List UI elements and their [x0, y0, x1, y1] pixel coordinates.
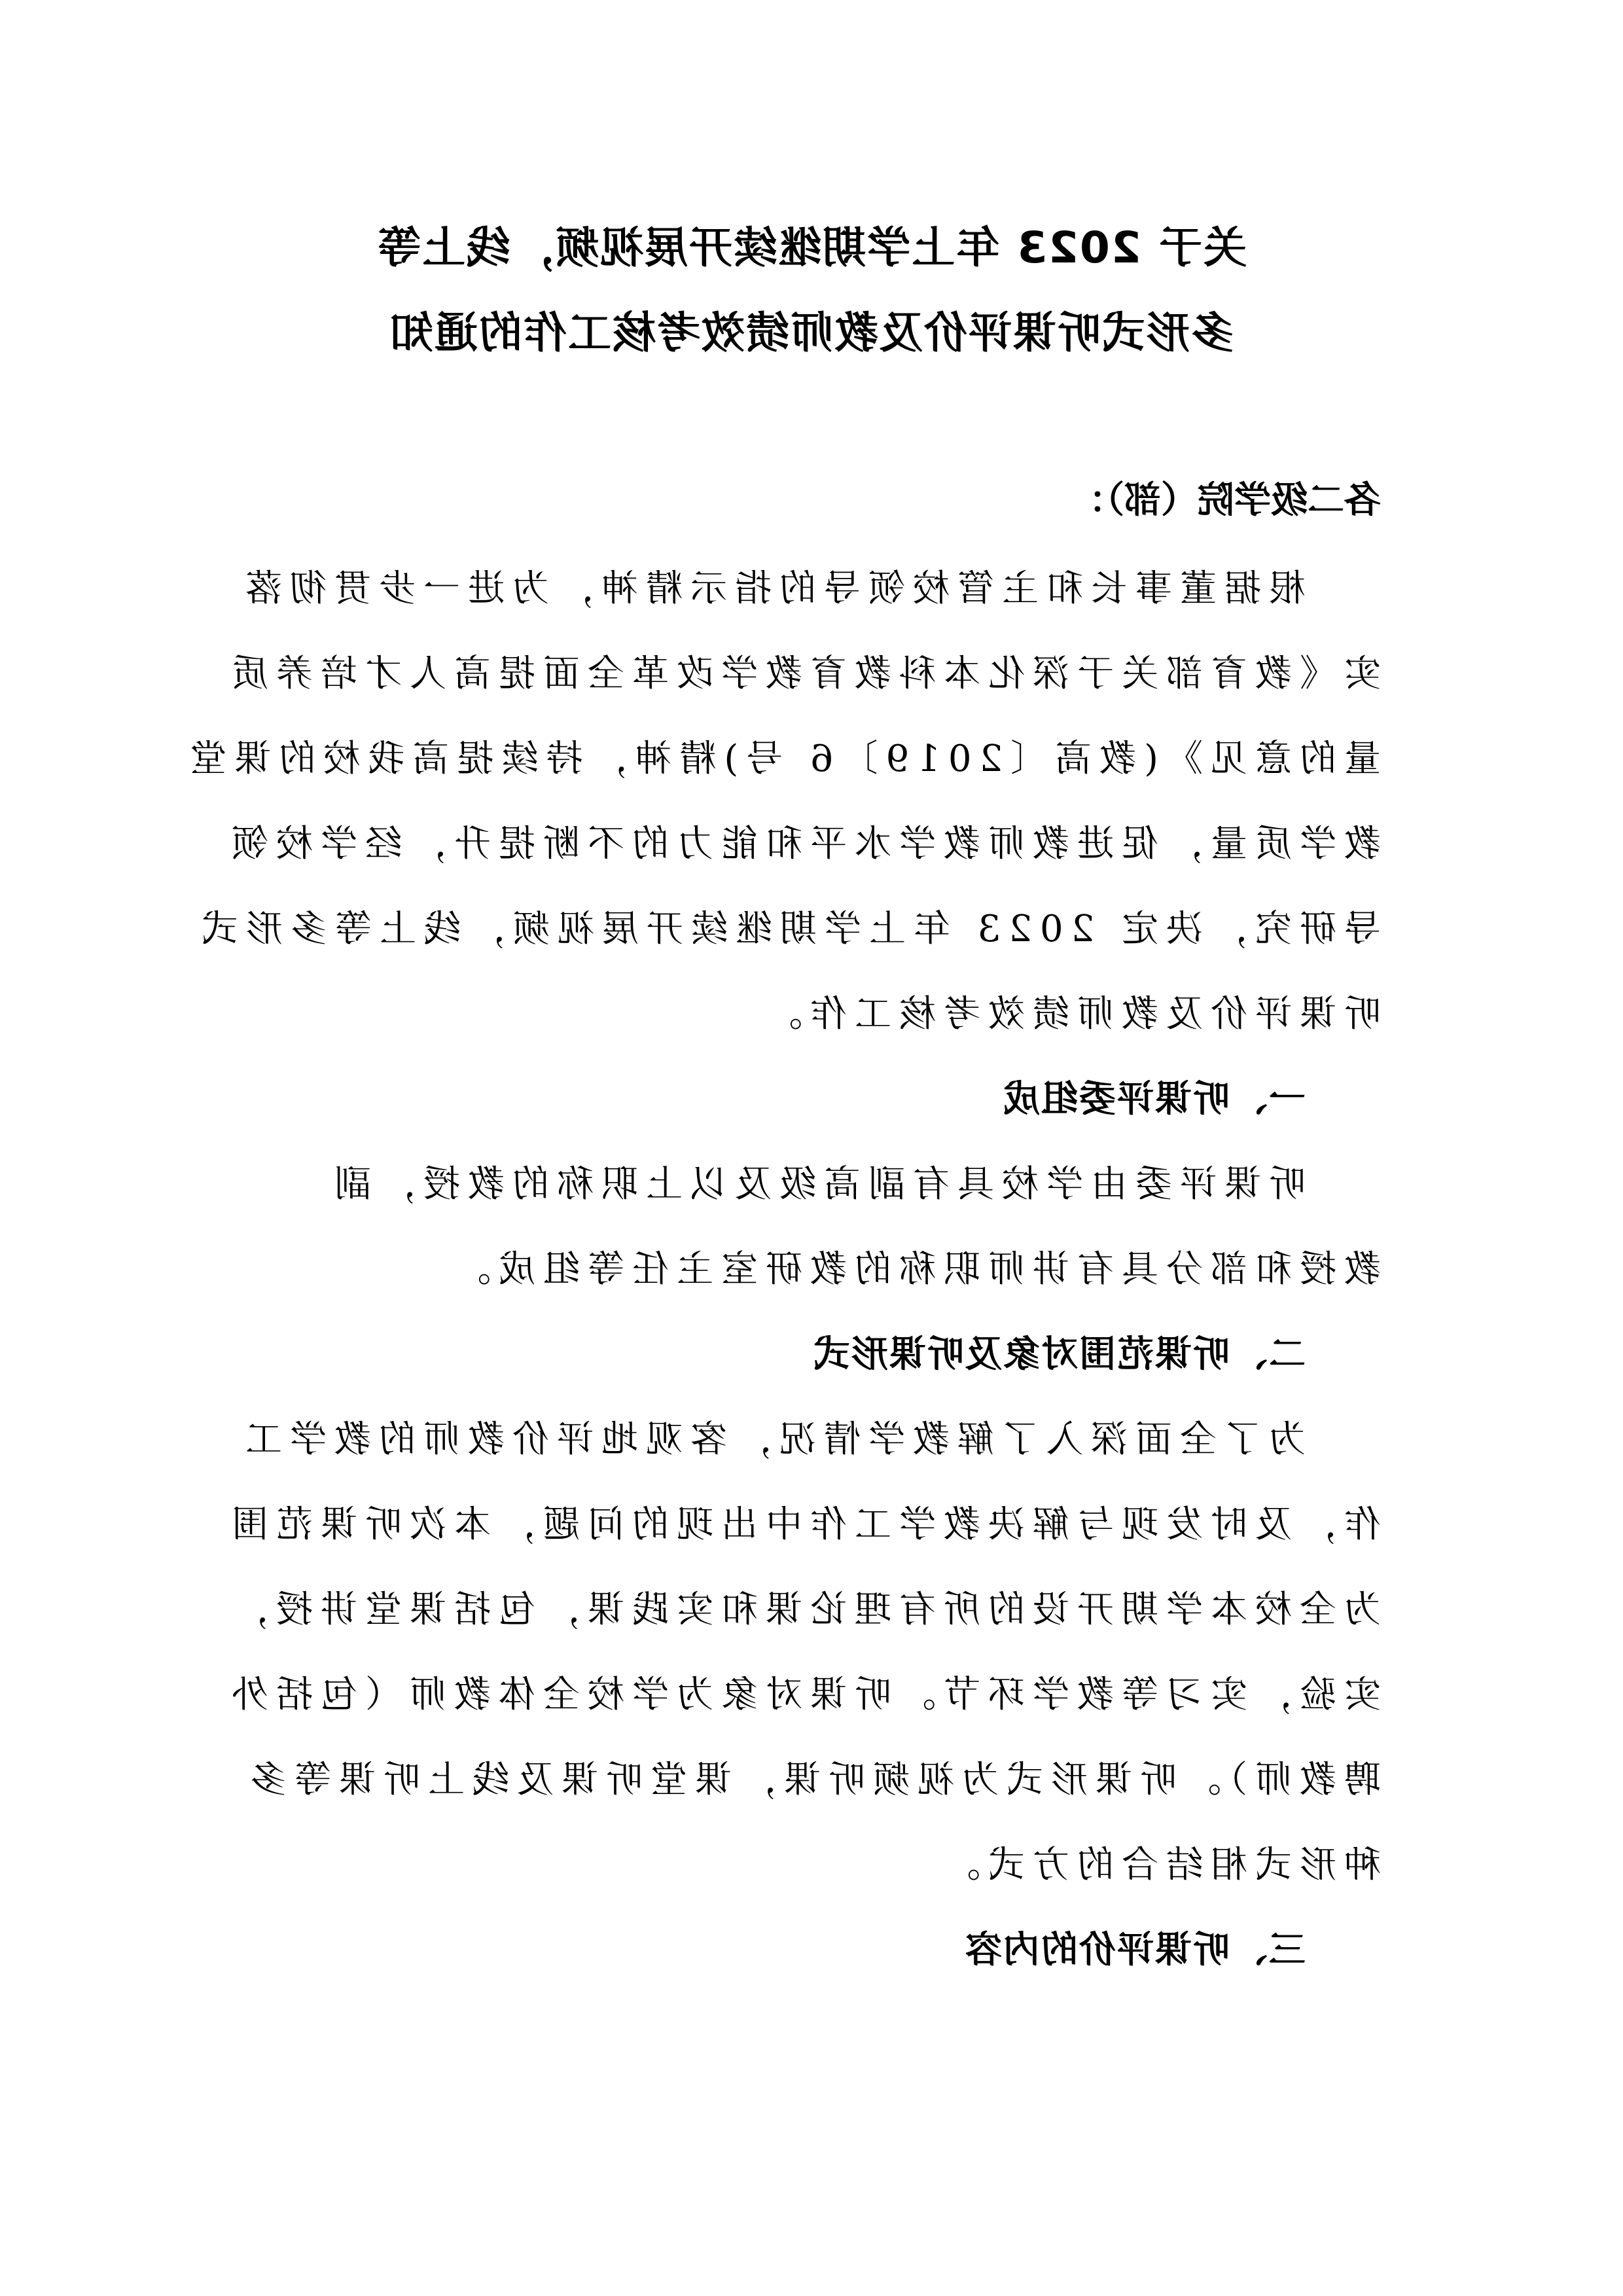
- section-2-line-5: 聘教师）。听课形式为视频听课，课堂听课及线上听课等多: [242, 1759, 1381, 1801]
- section-2-line-1: 为了全面深入了解教学情况，客观地评价教师的教学工: [238, 1418, 1306, 1461]
- section-2-line-6: 种形式相结合的方式。: [936, 1844, 1381, 1886]
- section-1-line-2: 教授和部分具有讲师职称的教研室主任等组成。: [446, 1248, 1381, 1291]
- section-2-line-3: 为全校本学期开设的所有理论课和实践课，包括课堂讲授，: [224, 1588, 1381, 1631]
- intro-line-1: 根据董事长和主管校领导的指示精神，为进一步贯彻落: [238, 567, 1306, 610]
- intro-line-5: 导研究，决定 2023 年上学期继续开展视频，线上等多形式: [193, 908, 1381, 950]
- intro-line-2: 实《教育部关于深化本科教育教学改革全面提高人才培养质: [224, 653, 1381, 695]
- title-line-2: 多形式听课评价及教师绩效考核工作的通知: [389, 308, 1234, 358]
- section-1-heading: 一、听课评委组成: [1002, 1078, 1306, 1121]
- title-line-1: 关于 2023 年上学期继续开展视频，线上等: [376, 223, 1247, 273]
- intro-line-4: 教学质量，促进教师教学水平和能力的不断提升，经学校领: [224, 823, 1381, 865]
- section-2-heading: 二、听课范围对象及听课形式: [812, 1333, 1306, 1376]
- intro-line-3: 量的意见》(教高〔2019〕6 号)精神，持续提高我校的课堂: [182, 738, 1381, 780]
- salutation: 各二级学院（部）：: [1069, 479, 1381, 522]
- section-2-line-2: 作，及时发现与解决教学工作中出现的问题，本次听课范围: [224, 1503, 1381, 1546]
- intro-line-6: 听课评价及教师绩效考核工作。: [758, 993, 1381, 1035]
- section-1-line-1: 听课评委由学校具有副高级及以上职称的教授，副: [327, 1163, 1306, 1206]
- section-3-heading: 三、听课评价的内容: [964, 1929, 1306, 1971]
- section-2-line-4: 实验，实习等教学环节。听课对象为学校全体教师（包括外: [224, 1674, 1381, 1716]
